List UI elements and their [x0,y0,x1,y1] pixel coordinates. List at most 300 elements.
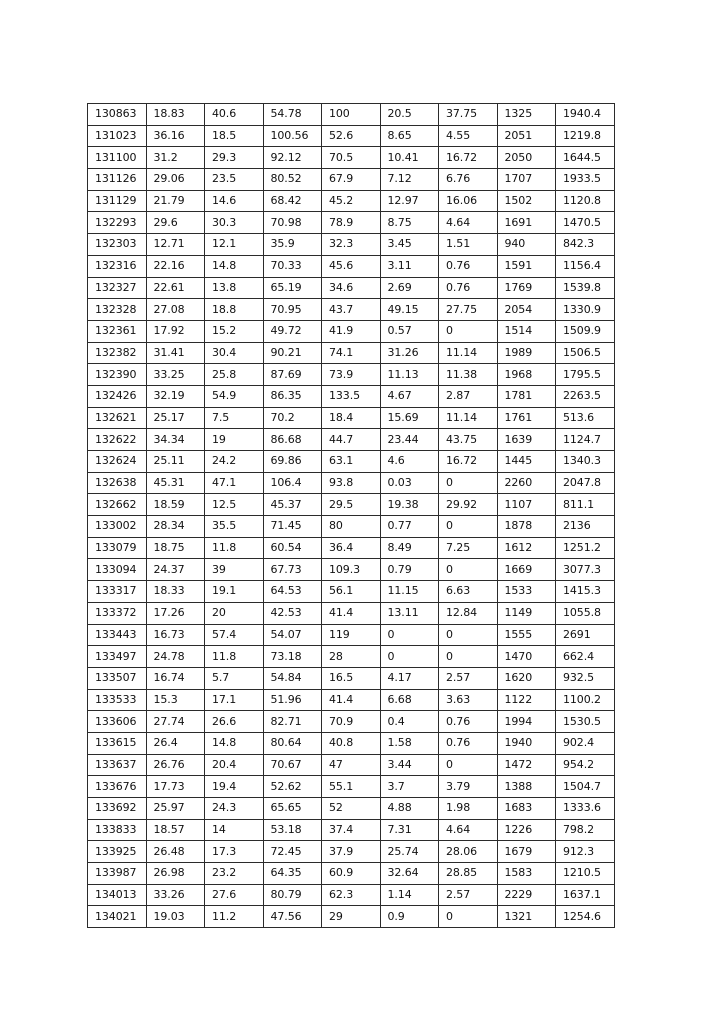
table-cell: 86.68 [263,429,322,451]
table-cell: 0.76 [439,277,498,299]
table-cell: 29.6 [146,212,205,234]
table-cell: 25.97 [146,798,205,820]
table-cell: 69.86 [263,451,322,473]
table-cell: 3.7 [380,776,439,798]
table-cell: 1333.6 [556,798,615,820]
table-cell: 33.26 [146,884,205,906]
table-cell: 119 [322,624,381,646]
table-cell: 2260 [497,472,556,494]
table-cell: 28.34 [146,516,205,538]
table-cell: 18.75 [146,537,205,559]
table-cell: 43.75 [439,429,498,451]
table-row [88,624,615,646]
table-cell: 1620 [497,667,556,689]
table-cell: 6.63 [439,581,498,603]
table-cell: 1122 [497,689,556,711]
table-cell: 1415.3 [556,581,615,603]
table-cell: 28.85 [439,863,498,885]
table-cell: 3077.3 [556,559,615,581]
table-cell: 70.2 [263,407,322,429]
table-cell: 16.5 [322,667,381,689]
table-cell: 1644.5 [556,147,615,169]
table-cell: 39 [205,559,264,581]
table-row [88,407,615,429]
table-row [88,277,615,299]
table-cell: 52.62 [263,776,322,798]
table-cell: 12.71 [146,234,205,256]
table-cell: 42.53 [263,602,322,624]
table-cell: 4.6 [380,451,439,473]
table-cell: 57.4 [205,624,264,646]
table-cell: 1325 [497,104,556,126]
table-cell: 20.4 [205,754,264,776]
table-cell: 45.37 [263,494,322,516]
table-cell: 0 [439,559,498,581]
table-cell: 2.87 [439,385,498,407]
table-cell: 49.72 [263,320,322,342]
table-cell: 21.79 [146,190,205,212]
table-row [88,732,615,754]
table-cell: 1251.2 [556,537,615,559]
table-cell: 1504.7 [556,776,615,798]
table-cell: 11.14 [439,407,498,429]
table-cell: 70.95 [263,299,322,321]
table-cell: 64.53 [263,581,322,603]
table-cell: 19.4 [205,776,264,798]
table-cell: 1612 [497,537,556,559]
table-cell: 63.1 [322,451,381,473]
table-cell: 2229 [497,884,556,906]
table-cell: 26.98 [146,863,205,885]
table-cell: 64.35 [263,863,322,885]
table-cell: 16.74 [146,667,205,689]
table-cell: 27.74 [146,711,205,733]
table-cell: 7.12 [380,169,439,191]
table-cell-id: 132621 [88,407,147,429]
table-cell: 1330.9 [556,299,615,321]
table-cell: 0 [380,646,439,668]
table-cell: 34.34 [146,429,205,451]
table-cell: 27.75 [439,299,498,321]
table-cell: 54.9 [205,385,264,407]
table-cell: 0 [439,516,498,538]
table-cell: 80.64 [263,732,322,754]
table-cell: 1210.5 [556,863,615,885]
table-cell: 0.76 [439,255,498,277]
table-cell: 49.15 [380,299,439,321]
table-row [88,884,615,906]
table-cell: 3.63 [439,689,498,711]
table-cell: 2.69 [380,277,439,299]
table-cell: 0.4 [380,711,439,733]
table-cell: 0.79 [380,559,439,581]
table-cell: 65.19 [263,277,322,299]
table-cell: 11.2 [205,906,264,928]
table-cell: 70.5 [322,147,381,169]
table-cell: 54.84 [263,667,322,689]
table-cell: 1683 [497,798,556,820]
table-cell-id: 133002 [88,516,147,538]
table-cell: 27.08 [146,299,205,321]
table-cell: 17.1 [205,689,264,711]
table-cell-id: 132327 [88,277,147,299]
table-cell: 19.03 [146,906,205,928]
table-cell: 0 [439,754,498,776]
table-cell: 11.13 [380,364,439,386]
table-cell: 37.4 [322,819,381,841]
table-cell: 2051 [497,125,556,147]
table-cell: 1795.5 [556,364,615,386]
table-cell-id: 133925 [88,841,147,863]
table-cell: 29.92 [439,494,498,516]
table-cell: 40.6 [205,104,264,126]
table-cell: 3.11 [380,255,439,277]
table-cell: 20 [205,602,264,624]
table-row [88,537,615,559]
table-cell: 17.26 [146,602,205,624]
table-cell: 1940 [497,732,556,754]
table-cell: 1530.5 [556,711,615,733]
table-cell: 6.76 [439,169,498,191]
table-cell-id: 132638 [88,472,147,494]
table-cell-id: 133676 [88,776,147,798]
table-cell: 14 [205,819,264,841]
table-cell: 2.57 [439,667,498,689]
table-cell: 14.8 [205,255,264,277]
table-cell: 45.31 [146,472,205,494]
table-cell: 67.9 [322,169,381,191]
table-cell-id: 133497 [88,646,147,668]
table-cell-id: 133507 [88,667,147,689]
table-cell: 28.06 [439,841,498,863]
table-row [88,819,615,841]
table-cell-id: 131023 [88,125,147,147]
table-cell: 1120.8 [556,190,615,212]
table-cell: 13.8 [205,277,264,299]
table-cell: 60.54 [263,537,322,559]
table-cell-id: 133094 [88,559,147,581]
table-cell: 16.72 [439,451,498,473]
table-cell: 2054 [497,299,556,321]
table-cell: 15.2 [205,320,264,342]
table-cell-id: 133443 [88,624,147,646]
table-cell: 35.9 [263,234,322,256]
table-cell: 18.83 [146,104,205,126]
table-cell: 12.97 [380,190,439,212]
table-cell: 62.3 [322,884,381,906]
table-cell: 13.11 [380,602,439,624]
table-cell: 1055.8 [556,602,615,624]
table-cell: 24.2 [205,451,264,473]
table-row [88,190,615,212]
table-cell: 73.18 [263,646,322,668]
table-cell: 0 [439,624,498,646]
table-cell: 32.19 [146,385,205,407]
table-cell: 1107 [497,494,556,516]
table-cell: 7.5 [205,407,264,429]
table-cell: 1555 [497,624,556,646]
table-cell: 1637.1 [556,884,615,906]
table-cell: 2047.8 [556,472,615,494]
table-cell: 26.4 [146,732,205,754]
data-table [87,103,615,928]
table-cell: 1639 [497,429,556,451]
table-cell: 1691 [497,212,556,234]
table-cell-id: 133533 [88,689,147,711]
table-cell: 35.5 [205,516,264,538]
table-cell: 1219.8 [556,125,615,147]
table-cell: 6.68 [380,689,439,711]
table-cell: 80 [322,516,381,538]
table-cell: 1533 [497,581,556,603]
table-cell: 45.6 [322,255,381,277]
table-cell: 1472 [497,754,556,776]
table-row [88,104,615,126]
table-cell: 24.78 [146,646,205,668]
table-cell: 18.57 [146,819,205,841]
table-cell: 25.11 [146,451,205,473]
table-cell: 70.67 [263,754,322,776]
table-row [88,125,615,147]
table-cell: 1506.5 [556,342,615,364]
table-cell: 1994 [497,711,556,733]
table-cell: 32.3 [322,234,381,256]
table-cell: 0.76 [439,711,498,733]
table-cell: 1781 [497,385,556,407]
table-cell: 18.4 [322,407,381,429]
table-cell: 40.8 [322,732,381,754]
table-cell: 41.4 [322,602,381,624]
table-row [88,451,615,473]
table-cell: 1679 [497,841,556,863]
table-cell: 2.57 [439,884,498,906]
table-cell-id: 133692 [88,798,147,820]
table-cell: 1989 [497,342,556,364]
table-cell: 1.98 [439,798,498,820]
table-row [88,841,615,863]
table-cell: 1470 [497,646,556,668]
table-cell: 18.5 [205,125,264,147]
table-cell: 30.3 [205,212,264,234]
table-cell: 24.37 [146,559,205,581]
table-cell: 3.79 [439,776,498,798]
table-row [88,364,615,386]
table-cell-id: 133833 [88,819,147,841]
table-cell: 14.8 [205,732,264,754]
table-cell-id: 132426 [88,385,147,407]
table-cell: 902.4 [556,732,615,754]
table-cell: 0.77 [380,516,439,538]
table-cell: 29.06 [146,169,205,191]
table-cell: 10.41 [380,147,439,169]
table-cell: 29.3 [205,147,264,169]
table-cell: 60.9 [322,863,381,885]
table-cell: 54.78 [263,104,322,126]
table-cell: 940 [497,234,556,256]
table-cell: 47 [322,754,381,776]
table-cell: 1.58 [380,732,439,754]
table-cell: 932.5 [556,667,615,689]
table-cell: 4.55 [439,125,498,147]
table-cell: 2263.5 [556,385,615,407]
table-cell: 11.8 [205,646,264,668]
table-cell: 19.38 [380,494,439,516]
table-cell: 0 [380,624,439,646]
table-cell: 0 [439,472,498,494]
table-cell: 662.4 [556,646,615,668]
table-cell: 93.8 [322,472,381,494]
table-cell-id: 132662 [88,494,147,516]
table-row [88,255,615,277]
table-cell: 31.26 [380,342,439,364]
table-cell: 3.45 [380,234,439,256]
table-cell: 4.67 [380,385,439,407]
table-row [88,494,615,516]
table-cell: 16.06 [439,190,498,212]
table-row [88,863,615,885]
table-cell: 1968 [497,364,556,386]
table-body [88,104,615,928]
table-cell: 0.9 [380,906,439,928]
table-cell: 1254.6 [556,906,615,928]
table-cell-id: 131129 [88,190,147,212]
table-cell: 26.48 [146,841,205,863]
table-row [88,385,615,407]
table-cell: 1226 [497,819,556,841]
table-cell-id: 134021 [88,906,147,928]
table-cell: 29 [322,906,381,928]
table-cell: 82.71 [263,711,322,733]
table-row [88,667,615,689]
table-cell: 73.9 [322,364,381,386]
table-cell: 1509.9 [556,320,615,342]
table-cell: 0.76 [439,732,498,754]
table-cell: 798.2 [556,819,615,841]
table-cell: 37.75 [439,104,498,126]
table-cell: 513.6 [556,407,615,429]
table-cell: 36.4 [322,537,381,559]
table-cell: 11.14 [439,342,498,364]
table-row [88,798,615,820]
table-cell: 2136 [556,516,615,538]
table-cell-id: 133637 [88,754,147,776]
table-cell-id: 134013 [88,884,147,906]
table-cell: 70.9 [322,711,381,733]
table-cell: 26.6 [205,711,264,733]
table-cell: 41.4 [322,689,381,711]
table-cell: 25.8 [205,364,264,386]
table-cell: 23.5 [205,169,264,191]
table-cell: 27.6 [205,884,264,906]
table-cell: 22.61 [146,277,205,299]
table-cell: 1761 [497,407,556,429]
table-cell: 1340.3 [556,451,615,473]
table-cell: 19.1 [205,581,264,603]
table-cell: 68.42 [263,190,322,212]
table-cell: 16.72 [439,147,498,169]
table-cell: 7.31 [380,819,439,841]
table-cell: 1707 [497,169,556,191]
table-row [88,559,615,581]
table-cell: 47.56 [263,906,322,928]
table-cell: 87.69 [263,364,322,386]
table-cell: 811.1 [556,494,615,516]
table-cell: 1388 [497,776,556,798]
table-cell: 17.3 [205,841,264,863]
table-cell: 1149 [497,602,556,624]
table-cell: 30.4 [205,342,264,364]
table-cell: 37.9 [322,841,381,863]
table-cell: 1.51 [439,234,498,256]
table-cell: 72.45 [263,841,322,863]
table-cell: 1539.8 [556,277,615,299]
table-row [88,516,615,538]
table-cell: 45.2 [322,190,381,212]
table-cell: 954.2 [556,754,615,776]
table-cell: 1669 [497,559,556,581]
table-row [88,212,615,234]
table-cell: 3.44 [380,754,439,776]
table-cell: 1100.2 [556,689,615,711]
table-cell: 4.17 [380,667,439,689]
table-cell: 1933.5 [556,169,615,191]
table-cell: 1940.4 [556,104,615,126]
table-cell: 12.1 [205,234,264,256]
table-row [88,472,615,494]
table-cell-id: 132293 [88,212,147,234]
table-cell-id: 131126 [88,169,147,191]
table-cell: 51.96 [263,689,322,711]
table-cell-id: 132303 [88,234,147,256]
table-cell: 92.12 [263,147,322,169]
table-cell: 12.84 [439,602,498,624]
table-cell: 25.17 [146,407,205,429]
table-cell: 28 [322,646,381,668]
table-cell: 44.7 [322,429,381,451]
table-cell-id: 133079 [88,537,147,559]
table-cell: 4.64 [439,212,498,234]
table-cell-id: 130863 [88,104,147,126]
table-row [88,299,615,321]
table-cell: 29.5 [322,494,381,516]
table-cell: 16.73 [146,624,205,646]
table-cell: 100 [322,104,381,126]
table-row [88,646,615,668]
table-row [88,342,615,364]
table-cell: 53.18 [263,819,322,841]
table-cell: 1514 [497,320,556,342]
table-cell-id: 131100 [88,147,147,169]
table-cell: 8.65 [380,125,439,147]
table-cell: 56.1 [322,581,381,603]
table-cell: 36.16 [146,125,205,147]
table-cell: 12.5 [205,494,264,516]
table-row [88,776,615,798]
table-cell: 26.76 [146,754,205,776]
table-cell: 55.1 [322,776,381,798]
table-cell: 5.7 [205,667,264,689]
table-cell: 4.64 [439,819,498,841]
table-cell: 1878 [497,516,556,538]
table-cell: 106.4 [263,472,322,494]
table-cell-id: 133606 [88,711,147,733]
table-cell: 8.49 [380,537,439,559]
table-cell: 70.98 [263,212,322,234]
table-cell: 7.25 [439,537,498,559]
table-row [88,711,615,733]
table-cell: 4.88 [380,798,439,820]
table-row [88,689,615,711]
